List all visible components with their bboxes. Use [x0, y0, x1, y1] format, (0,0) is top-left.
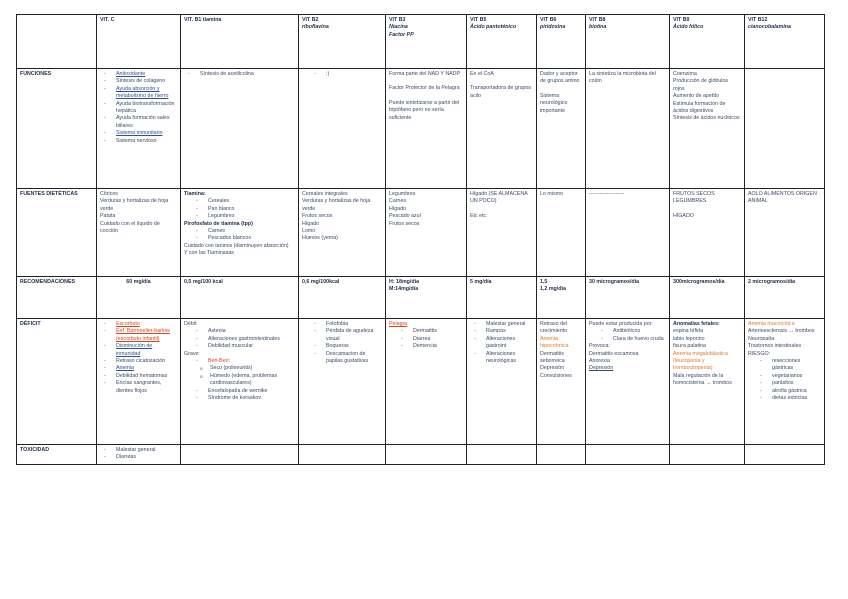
- funcion-item: Puede sintetizarse a partir del triptófano pero no sería suficiente: [389, 99, 460, 121]
- toxicidad-item: - Diarreas: [100, 454, 177, 461]
- deficit-item: Anemia megaloblástica (leucopenia y trombocitopenia): [673, 350, 728, 372]
- toxicidad-b5: [467, 445, 537, 465]
- deficit-item: - Dermatitis: [389, 328, 463, 335]
- deficit-item: - Alteraciones gastrointestinales: [184, 336, 295, 343]
- header-b9: VIT B9 Ácido fólico: [670, 15, 745, 69]
- funcion-item: - Ayuda formación sales biliares: [100, 115, 177, 130]
- fuentes-b5: [467, 189, 537, 277]
- deficit-item: - Encefalopatía de wernike: [184, 388, 295, 395]
- rec-vitc: 60 mg/día: [97, 277, 181, 319]
- deficit-item: Anemia macrocítica: [748, 321, 795, 327]
- deficit-subitem: o Húmedo (edema, problemas cardiovasculares): [184, 373, 295, 388]
- fuente-item: Cítricos: [100, 191, 118, 197]
- fuente-item: Patata: [100, 213, 116, 220]
- toxicidad-vitc: [97, 445, 181, 465]
- header-b5: VIT B5 Ácido pantoténico: [467, 15, 537, 69]
- deficit-item: - Boqueras: [302, 343, 382, 350]
- rec-b3: [386, 277, 467, 319]
- fuente-note: Cuidado con taninos (disminuyen absorción): [184, 242, 289, 249]
- row-label-funciones: FUNCIONES: [17, 69, 97, 189]
- row-fuentes: [17, 189, 825, 277]
- toxicidad-item: - Malestar general: [100, 447, 177, 454]
- funcion-item: - Sistema nervioso: [100, 138, 177, 145]
- deficit-item: Neuropatía: [748, 335, 775, 342]
- row-label-toxicidad: TOXICIDAD: [17, 445, 97, 465]
- deficit-item: - Alteraciones gastroint: [470, 336, 533, 351]
- deficit-item: Anorexia: [589, 358, 610, 365]
- rec-line: 1,2 mg/día: [540, 286, 566, 293]
- funcion-item: - Ayuda absorción y metabolismo de hierro: [100, 86, 177, 101]
- toxicidad-b2: [299, 445, 386, 465]
- deficit-item: - Clara de huevo cruda: [589, 336, 666, 343]
- row-deficit: [17, 319, 825, 445]
- rec-line: 1,5: [540, 279, 548, 285]
- header-b12: VIT B12 cianocobalamina: [745, 15, 825, 69]
- toxicidad-b9: [670, 445, 745, 465]
- rec-line: H: 18mg/día: [389, 279, 420, 285]
- funciones-b2: [299, 69, 386, 189]
- header-b2: VIT B2 riboflavina: [299, 15, 386, 69]
- fuente-item: Pescado azul: [389, 213, 421, 220]
- fuente-title: Tiamina:: [184, 191, 206, 197]
- fuentes-b9: [670, 189, 745, 277]
- fuente-item: Huevos (yema): [302, 235, 338, 242]
- deficit-item: - Beri-Beri:: [184, 358, 295, 365]
- deficit-b1: [181, 319, 299, 445]
- funcion-item: - :): [302, 71, 382, 78]
- funcion-item: Dador y aceptor de grupos amino: [540, 71, 580, 85]
- deficit-item: Dermatitis escamosa: [589, 350, 639, 357]
- deficit-item: - Malestar general: [470, 321, 533, 328]
- corner-cell: [17, 15, 97, 69]
- fuentes-b2: [299, 189, 386, 277]
- deficit-item: - Retraso cicatrización: [100, 358, 177, 365]
- fuentes-vitc: [97, 189, 181, 277]
- fuente-item: AOLO ALIMENTOS ORIGEN ANIMAL: [748, 191, 817, 205]
- fuente-item: Lomo: [302, 228, 316, 235]
- fuente-item: - Carnes: [184, 228, 295, 235]
- fuente-item: - Pescados blancos: [184, 235, 295, 242]
- rec-b9: 300microgramos/día: [670, 277, 745, 319]
- deficit-b3: [386, 319, 467, 445]
- rec-b1: 0,5 mg/100 kcal: [181, 277, 299, 319]
- funcion-item: - Síntesis de acetilcolina: [184, 71, 295, 78]
- deficit-item: - parásitos: [748, 380, 821, 387]
- funcion-item: En el CoA: [470, 71, 494, 77]
- rec-b5: 5 mg/día: [467, 277, 537, 319]
- vitamin-table: [16, 14, 825, 465]
- fuente-item: HÍGADO: [673, 212, 694, 219]
- fuente-item: Legumbres: [389, 191, 416, 197]
- toxicidad-b8: [586, 445, 670, 465]
- funciones-b5: [467, 69, 537, 189]
- header-b6: VIT B6 piridoxina: [537, 15, 586, 69]
- deficit-item: - Diarrea: [389, 336, 463, 343]
- deficit-item: - Escorbuto: [100, 321, 177, 328]
- deficit-item: - Pérdida de agudeza visual: [302, 328, 382, 343]
- deficit-item: - Síndrome de korsakov: [184, 395, 295, 402]
- deficit-item: - resecciones gástricas: [748, 358, 821, 373]
- deficit-heading: Grave:: [184, 350, 200, 357]
- rec-b8: 30 microgramos/día: [586, 277, 670, 319]
- header-row: [17, 15, 825, 69]
- header-b8: VIT B8 biotina: [586, 15, 670, 69]
- deficit-item: fisura palatina: [673, 343, 706, 350]
- deficit-b9: [670, 319, 745, 445]
- rec-b6: [537, 277, 586, 319]
- deficit-b2: [299, 319, 386, 445]
- header-b3: VIT B3 Niacina Factor PP: [386, 15, 467, 69]
- funciones-b3: [386, 69, 467, 189]
- fuentes-b3: [386, 189, 467, 277]
- funcion-item: Transportadora de grupos acilo: [470, 85, 532, 99]
- toxicidad-b1: [181, 445, 299, 465]
- fuente-item: - Cereales: [184, 198, 295, 205]
- fuente-item: - Pan blanco: [184, 206, 295, 213]
- deficit-item: - Debilidad hematomas: [100, 373, 177, 380]
- row-recomendaciones: [17, 277, 825, 319]
- header-b1: VIT. B1 tiamina: [181, 15, 299, 69]
- rec-b12: 2 microgramos/día: [745, 277, 825, 319]
- fuente-item: --------------------: [589, 191, 625, 197]
- deficit-subitem: o Seco (polineuritis): [184, 365, 295, 372]
- funcion-item: Coenzima: [673, 71, 697, 77]
- fuente-item: Hígado (SE ALMACENA UN POCO): [470, 191, 528, 205]
- funcion-item: Aumento de apetito: [673, 93, 719, 100]
- funcion-item: Síntesis de ácidos nucleicos: [673, 115, 740, 122]
- deficit-item: - Fotofobia: [302, 321, 382, 328]
- deficit-heading: RIESGO:: [748, 350, 771, 357]
- row-funciones: [17, 69, 825, 189]
- deficit-heading: Pelagra: [389, 321, 408, 327]
- funciones-vitc: [97, 69, 181, 189]
- deficit-b6: [537, 319, 586, 445]
- deficit-heading: Anomalías fetales:: [673, 321, 720, 327]
- funcion-item: Producción de glóbulos rojos: [673, 78, 729, 92]
- fuente-item: Frutos secos: [389, 220, 420, 227]
- deficit-item: - Enf. Barmoeller-barlow (escorbuto infantil): [100, 328, 177, 343]
- fuente-title: Pirofosfato de tiamina (tpp): [184, 220, 253, 227]
- row-label-fuentes: FUENTES DIETÉTICAS: [17, 189, 97, 277]
- toxicidad-b12: [745, 445, 825, 465]
- deficit-item: - Rampas: [470, 328, 533, 335]
- deficit-item: Dermatitis seborreica: [540, 350, 565, 365]
- row-label-deficit: DÉFICIT: [17, 319, 97, 445]
- rec-b2: 0,6 mg/100kcal: [299, 277, 386, 319]
- funcion-item: - Antioxidante: [100, 71, 177, 78]
- deficit-b12: [745, 319, 825, 445]
- fuente-item: Cereales integrales: [302, 191, 348, 197]
- deficit-item: - atrofia gástrica: [748, 388, 821, 395]
- fuente-item: FRUTOS SECOS: [673, 191, 715, 197]
- funciones-b1: [181, 69, 299, 189]
- fuente-item: Lo mismo: [540, 191, 563, 197]
- deficit-heading: Puede estar producida por:: [589, 321, 653, 327]
- fuente-item: Hígado: [302, 220, 320, 227]
- funcion-item: La sintetiza la microbiota del colon: [589, 71, 656, 85]
- fuente-item: Verduras y hortalizas de hoja verde: [100, 198, 169, 212]
- deficit-item: - Descamacion de papilas gustativas: [302, 351, 382, 366]
- fuente-item: Etc etc: [470, 212, 487, 219]
- fuentes-b1: [181, 189, 299, 277]
- fuente-item: Carnes: [389, 198, 407, 205]
- deficit-item: Mala regulación de la homocisteína → trombos: [673, 372, 732, 387]
- deficit-b8: [586, 319, 670, 445]
- fuente-item: Hígado: [389, 205, 407, 212]
- funciones-b6: [537, 69, 586, 189]
- deficit-item: - Encías sangrantes, dientes flojos: [100, 380, 177, 395]
- deficit-item: Depresión: [540, 365, 565, 372]
- fuente-item: LEGUMBRES: [673, 198, 707, 205]
- toxicidad-b3: [386, 445, 467, 465]
- deficit-item: - Alteraciones neurológicas: [470, 351, 533, 366]
- funcion-item: - Sistema inmunitario: [100, 130, 177, 137]
- header-vitc: VIT. C: [97, 15, 181, 69]
- row-label-recomendaciones: RECOMENDACIONES: [17, 277, 97, 319]
- deficit-item: - Disminución de inmunidad: [100, 343, 177, 358]
- funcion-item: Factor Protector de la Pelagra: [389, 85, 460, 92]
- rec-line: M:14mg/día: [389, 286, 419, 293]
- toxicidad-b6: [537, 445, 586, 465]
- deficit-item: labio leporino: [673, 335, 705, 342]
- deficit-item: - dietas estrictas: [748, 395, 821, 402]
- funciones-b9: [670, 69, 745, 189]
- deficit-item: Depresión: [589, 365, 614, 372]
- funcion-item: - Síntesis de colágeno: [100, 78, 177, 85]
- deficit-heading: Provoca:: [589, 343, 610, 350]
- deficit-item: - Astenia: [184, 328, 295, 335]
- fuente-item: Frutos secos: [302, 213, 333, 220]
- deficit-item: - Debilidad muscular: [184, 343, 295, 350]
- deficit-item: espina bífida: [673, 328, 704, 335]
- fuentes-b6: [537, 189, 586, 277]
- deficit-b5: [467, 319, 537, 445]
- row-toxicidad: [17, 445, 825, 465]
- deficit-item: - Anemia: [100, 365, 177, 372]
- funcion-item: Sistema neurológico importante: [540, 92, 568, 114]
- funcion-item: Estimula formación de ácidos digestivos: [673, 100, 726, 115]
- funcion-item: Forma parte del NAD Y NADP: [389, 71, 461, 77]
- deficit-item: Anemia hipocrómica: [540, 335, 569, 350]
- deficit-item: - vegetarianos: [748, 373, 821, 380]
- deficit-item: Trastornos intestinales: [748, 343, 802, 350]
- fuente-item: Verduras y hortalizas de hoja verde: [302, 198, 371, 212]
- funciones-b8: [586, 69, 670, 189]
- deficit-heading: Débil:: [184, 321, 198, 327]
- deficit-item: Retraso del crecimiento: [540, 321, 568, 335]
- fuente-item: - Legumbres: [184, 213, 295, 220]
- fuente-item: Cuidado con el líquido de cocción: [100, 220, 160, 235]
- fuente-note: Y con las Tiaminasas: [184, 250, 234, 257]
- deficit-item: - Demencia: [389, 343, 463, 350]
- deficit-item: - Antibióticos: [589, 328, 666, 335]
- funcion-item: - Ayuda biotransformación hepática: [100, 101, 177, 116]
- deficit-vitc: [97, 319, 181, 445]
- fuentes-b8: [586, 189, 670, 277]
- deficit-item: Convulsiones: [540, 372, 572, 379]
- fuentes-b12: [745, 189, 825, 277]
- funciones-b12: [745, 69, 825, 189]
- deficit-item: Arterioesclerosis → trombos: [748, 328, 815, 335]
